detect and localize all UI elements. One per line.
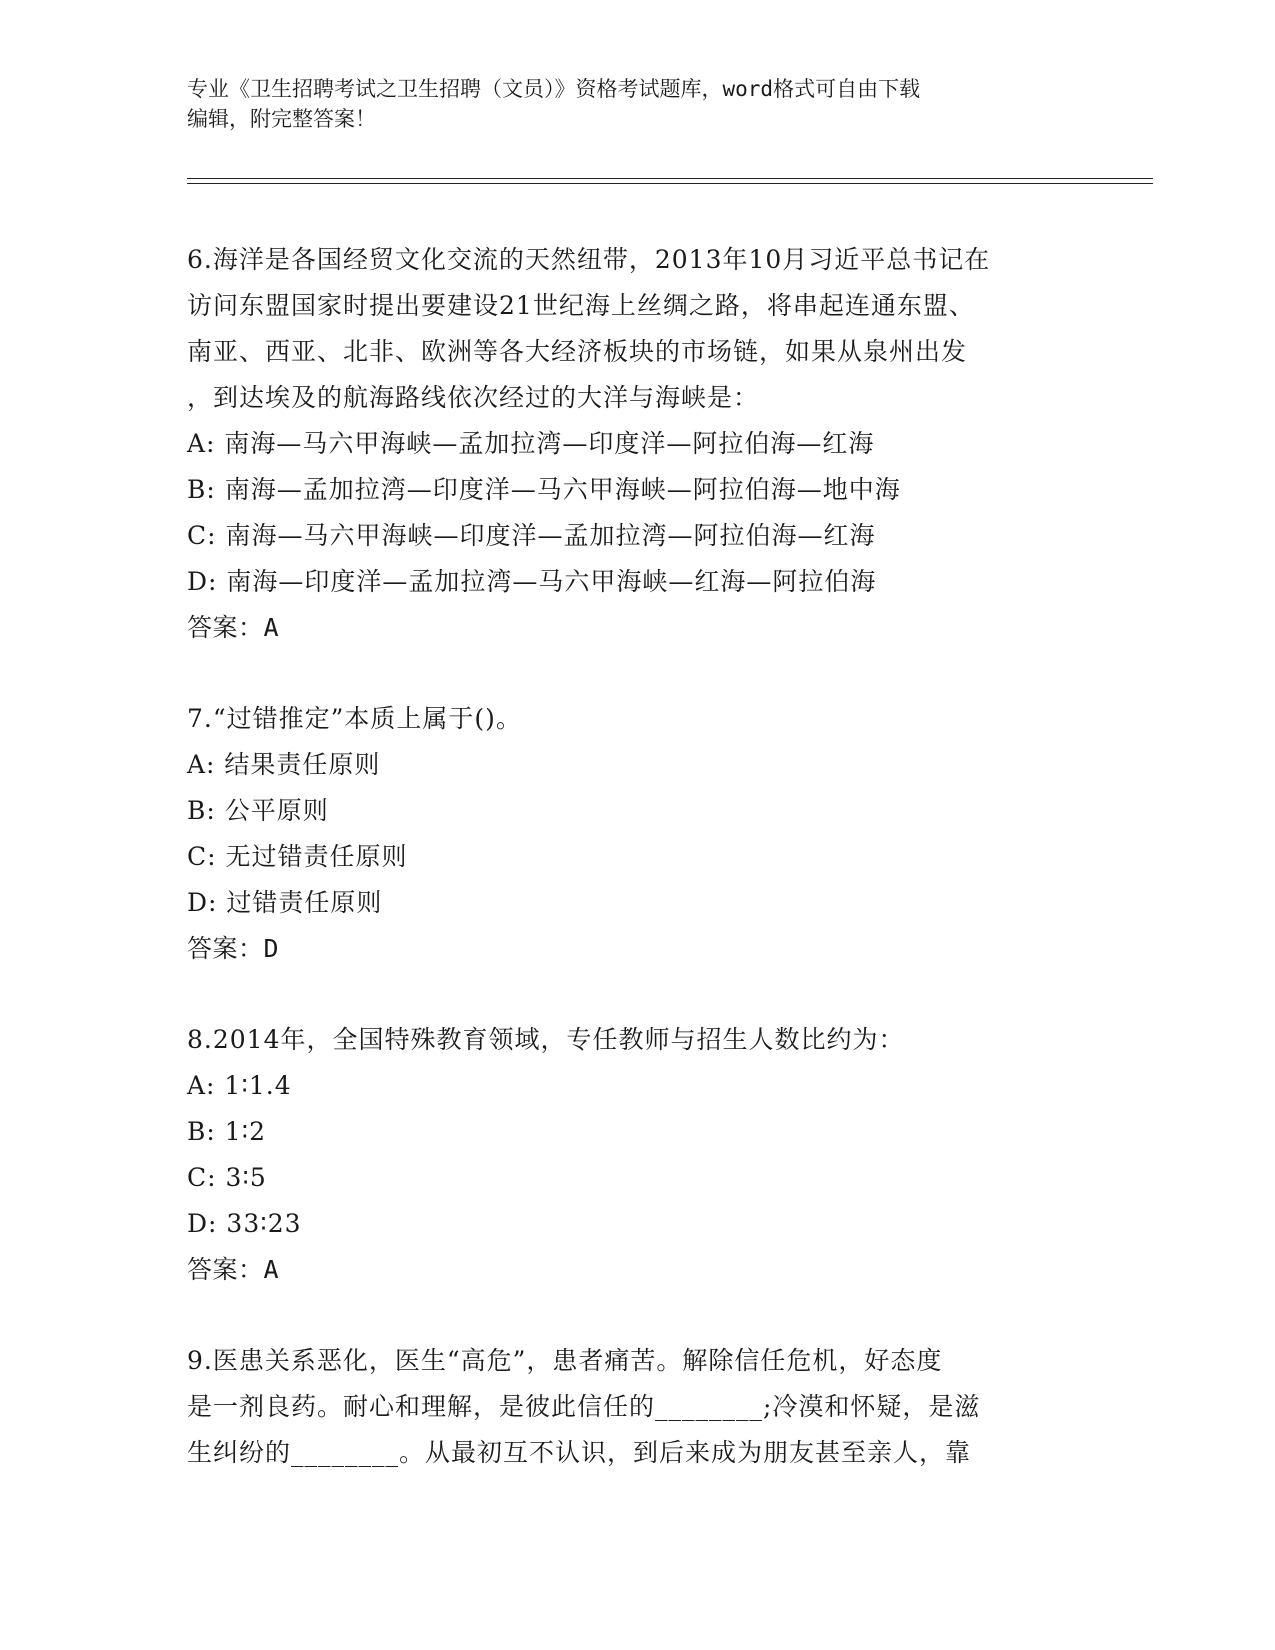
option-c: C: 3∶5: [187, 1163, 267, 1192]
answer-line: 答案：A: [187, 613, 280, 642]
option-c: C: 无过错责任原则: [187, 842, 408, 871]
header-divider-top: [187, 178, 1153, 179]
question-block: [187, 237, 1087, 651]
header-line-1: 专业《卫生招聘考试之卫生招聘（文员）》资格考试题库，word格式可自由下载: [187, 77, 921, 101]
option-b: B: 公平原则: [187, 796, 329, 825]
question-stem-line: 8.2014年，全国特殊教育领域，专任教师与招生人数比约为：: [187, 1025, 905, 1054]
question-stem-line: 7.“过错推定”本质上属于()。: [187, 704, 522, 733]
option-c: C: 南海—马六甲海峡—印度洋—孟加拉湾—阿拉伯海—红海: [187, 521, 876, 550]
option-a: A: 南海—马六甲海峡—孟加拉湾—印度洋—阿拉伯海—红海: [187, 429, 875, 458]
answer-line: 答案：A: [187, 1255, 280, 1284]
option-d: D: 过错责任原则: [187, 888, 383, 917]
question-stem-line: 是一剂良药。耐心和理解，是彼此信任的________;冷漠和怀疑，是滋: [187, 1392, 981, 1421]
option-d: D: 33∶23: [187, 1209, 302, 1238]
header-line-2: 编辑，附完整答案！: [187, 107, 376, 131]
option-a: A: 结果责任原则: [187, 750, 381, 779]
option-b: B: 1∶2: [187, 1117, 267, 1146]
header-divider-bottom: [187, 183, 1153, 184]
option-b: B: 南海—孟加拉湾—印度洋—马六甲海峡—阿拉伯海—地中海: [187, 475, 901, 504]
question-stem-line: 访问东盟国家时提出要建设21世纪海上丝绸之路，将串起连通东盟、: [187, 291, 975, 320]
answer-line: 答案：D: [187, 934, 280, 963]
question-block: [187, 696, 1087, 972]
question-stem-line: 南亚、西亚、北非、欧洲等各大经济板块的市场链，如果从泉州出发: [187, 337, 968, 366]
question-stem-line: 9.医患关系恶化，医生“高危”，患者痛苦。解除信任危机，好态度: [187, 1346, 943, 1375]
question-stem-line: 6.海洋是各国经贸文化交流的天然纽带，2013年10月习近平总书记在: [187, 245, 991, 274]
question-stem-line: ，到达埃及的航海路线依次经过的大洋与海峡是：: [187, 383, 760, 412]
document-header: [187, 74, 1087, 134]
question-list: [187, 237, 1087, 1476]
question-block: [187, 1017, 1087, 1293]
option-a: A: 1∶1.4: [187, 1071, 292, 1100]
question-block: [187, 1338, 1087, 1476]
question-stem-line: 生纠纷的________。从最初互不认识，到后来成为朋友甚至亲人，靠: [187, 1438, 972, 1467]
option-d: D: 南海—印度洋—孟加拉湾—马六甲海峡—红海—阿拉伯海: [187, 567, 877, 596]
